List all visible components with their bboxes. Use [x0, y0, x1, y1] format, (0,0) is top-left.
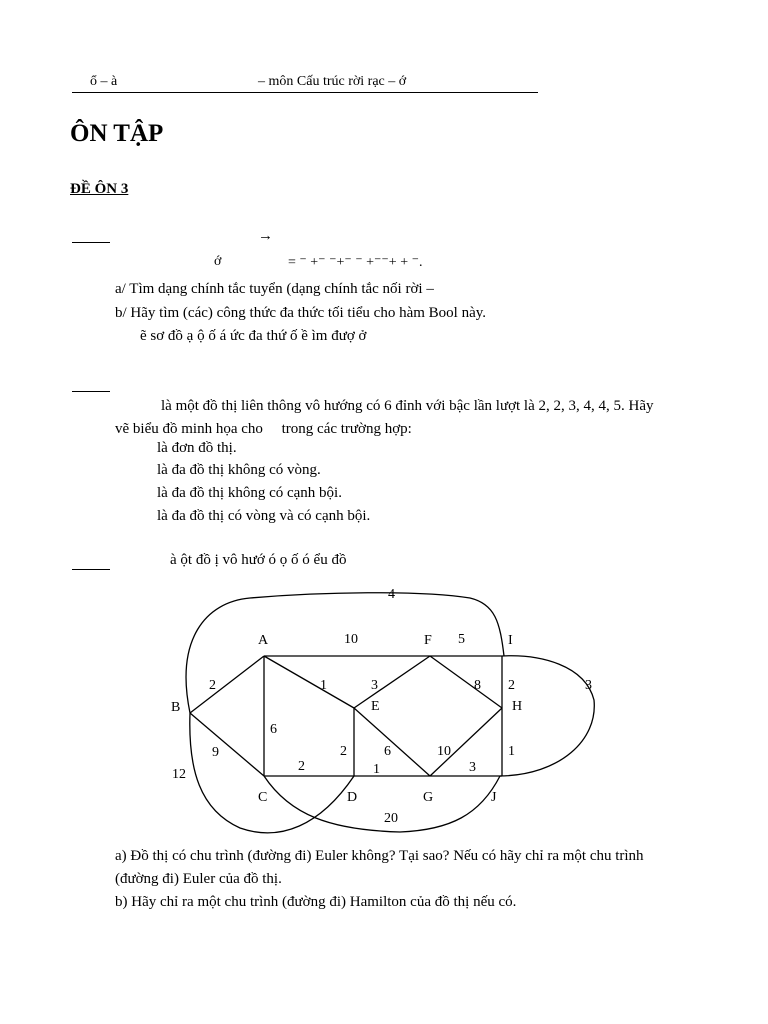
- vertex-D-label: D: [347, 790, 358, 805]
- edge-A-B: [190, 656, 264, 713]
- weight-A-C: 6: [270, 722, 277, 737]
- weight-I-J-arc: 3: [585, 678, 592, 693]
- vertex-F-label: F: [424, 633, 432, 648]
- weight-H-J: 1: [508, 744, 515, 759]
- q2-intro-line-2: vẽ biểu đồ minh họa cho trong các trường hợp:: [115, 421, 412, 437]
- q2-intro-line-1: là một đồ thị liên thông vô hướng có 6 đỉnh với bậc lần lượt là 2, 2, 3, 4, 4, 5. Hãy: [161, 398, 654, 414]
- q1-part-a: a/ Tìm dạng chính tắc tuyển (dạng chính tắc nối rời –: [115, 281, 434, 297]
- vertex-J-label: J: [491, 790, 497, 805]
- weight-A-E: 1: [320, 678, 327, 693]
- vertex-I-label: I: [508, 633, 513, 648]
- q1-arrow: →: [258, 228, 273, 244]
- q1-formula: = ⁻ +⁻ ⁻+⁻ ⁻ +⁻⁻+ + ⁻.: [288, 255, 423, 270]
- weight-E-F: 3: [371, 678, 378, 693]
- q1-part-c: ẽ sơ đồ ạ ộ ố á ức đa thứ ố ề ìm đượ ở: [140, 328, 367, 344]
- weight-C-D: 2: [298, 759, 305, 774]
- vertex-G-label: G: [423, 790, 434, 805]
- header-course-text: – môn Cấu trúc rời rạc – ớ: [258, 74, 407, 89]
- exam-subtitle: ĐỀ ÔN 3: [70, 181, 129, 197]
- weight-A-B: 2: [209, 678, 216, 693]
- weight-A-F: 10: [344, 632, 358, 647]
- weight-G-J: 3: [469, 760, 476, 775]
- weight-G-H: 10: [437, 744, 451, 759]
- edge-arc-C-J: [264, 776, 500, 832]
- q2-case-3: là đa đồ thị không có cạnh bội.: [157, 485, 342, 501]
- edge-F-H: [430, 656, 502, 708]
- weight-C-J-arc: 20: [384, 811, 398, 826]
- q3-intro: à ột đồ ị vô hướ ó ọ ố ó ểu đồ: [170, 552, 347, 568]
- weight-B-C: 9: [212, 745, 219, 760]
- weight-I-H: 2: [508, 678, 515, 693]
- q3-part-b: b) Hãy chỉ ra một chu trình (đường đi) Hamilton của đồ thị nếu có.: [115, 894, 517, 910]
- weight-E-D: 2: [340, 744, 347, 759]
- header-fragment: ổ – à: [90, 74, 118, 89]
- weight-D-G: 1: [373, 762, 380, 777]
- page-title: ÔN TẬP: [70, 120, 164, 147]
- edge-E-G: [354, 708, 430, 776]
- weight-F-I: 5: [458, 632, 465, 647]
- q2-case-1: là đơn đồ thị.: [157, 440, 237, 456]
- weight-F-H: 8: [474, 678, 481, 693]
- edge-B-C: [190, 713, 264, 776]
- vertex-A-label: A: [258, 633, 269, 648]
- vertex-C-label: C: [258, 790, 268, 805]
- weight-E-G: 6: [384, 744, 391, 759]
- edge-G-H: [430, 708, 502, 776]
- q3-part-a-line-2: (đường đi) Euler của đồ thị.: [115, 871, 282, 887]
- vertex-B-label: B: [171, 700, 181, 715]
- vertex-E-label: E: [371, 699, 380, 714]
- q2-case-2: là đa đồ thị không có vòng.: [157, 462, 321, 478]
- weight-B-C-arc: 12: [172, 767, 186, 782]
- vertex-H-label: H: [512, 699, 523, 714]
- edge-A-E: [264, 656, 354, 708]
- q1-fragment: ớ: [214, 254, 222, 269]
- edge-E-F: [354, 656, 430, 708]
- q2-case-4: là đa đồ thị có vòng và có cạnh bội.: [157, 508, 371, 524]
- weight-B-I-arc: 4: [388, 587, 395, 602]
- edge-arc-B-I: [186, 593, 504, 713]
- q1-part-b: b/ Hãy tìm (các) công thức đa thức tối tiểu cho hàm Bool này.: [115, 305, 487, 321]
- q3-part-a-line-1: a) Đồ thị có chu trình (đường đi) Euler không? Tại sao? Nếu có hãy chỉ ra một chu trình: [115, 848, 644, 864]
